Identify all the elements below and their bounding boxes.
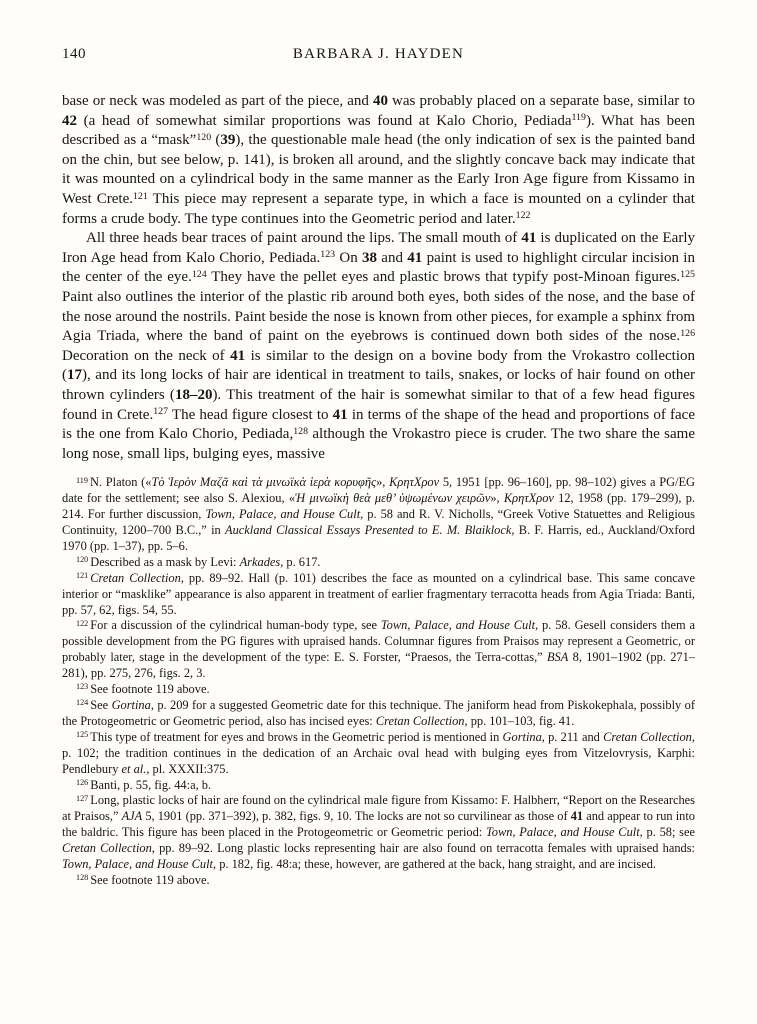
footnote-number: 124	[76, 698, 89, 708]
footnote-124	[62, 698, 695, 730]
footnote-number: 128	[76, 873, 89, 883]
footnote-number: 121	[76, 571, 89, 581]
page-number: 140	[62, 46, 86, 62]
footnote-text: See Gortina, p. 209 for a suggested Geometric date for this technique. The janiform head from Piskokephala, possibly of the Protogeometric or Geometric period, also has incised eyes: Cretan Collection, pp. 101–103, fig. 41.	[62, 697, 695, 728]
footnote-128	[62, 873, 695, 889]
footnote-text: Banti, p. 55, fig. 44:a, b.	[90, 777, 212, 792]
footnote-number: 120	[76, 555, 89, 565]
footnote-127	[62, 793, 695, 873]
footnote-120	[62, 555, 695, 571]
footnote-text: N. Platon («Τὸ Ἱερὸν Μαζᾶ καὶ τὰ μινωϊκὰ ἱερὰ κορυφῆς», ΚρητΧρον 5, 1951 [pp. 96–160], pp. 98–102) gives a PG/EG date for the settlement; see also S. Alexiou, «Ἡ μινωϊκὴ θεὰ μεθ’ ὑψωμένων χειρῶν», ΚρητΧρον 12, 1958 (pp. 179–299), p. 214. For further discussion, Town, Palace, and House Cult, p. 58 and R. V. Nicholls, “Greek Votive Statuettes and Religious Continuity, 1200–700 B.C.,” in Auckland Classical Essays Presented to E. M. Blaiklock, B. F. Harris, ed., Auckland/Oxford 1970 (pp. 1–37), pp. 5–6.	[62, 475, 696, 553]
footnote-number: 126	[76, 777, 89, 787]
body-paragraph-2: All three heads bear traces of paint around the lips. The small mouth of 41 is duplicated on the Early Iron Age head from Kalo Chorio, Pediada.$^{123}$ On 38 and 41 paint is used to highlight circular incision in the center of the eye.$^{124}$ They have the pellet eyes and plastic brows that typify post-Minoan figures.$^{125}$ Paint also outlines the interior of the plastic rib around both eyes, both sides of the nose, and the base of the nose around the nostrils. Paint beside the nose is known from other pieces, for example a sphinx from Agia Triada, where the band of paint on the eyebrows is continued down both sides of the nose.$^{126}$ Decoration on the neck of 41 is similar to the design on a bovine body from the Vrokastro collection (17), and its long locks of hair are identical in treatment to tails, snakes, or locks of hair found on other thrown cylinders (18–20). This treatment of the hair is somewhat similar to that of a few head figures found in Crete.$^{127}$ The head figure closest to 41 in terms of the shape of the head and proportions of face is the one from Kalo Chorio, Pediada,$^{128}$ although the Vrokastro piece is cruder. The two share the same long nose, small lips, bulging eyes, massive	[62, 230, 695, 462]
footnote-119	[62, 475, 695, 555]
footnote-number: 119	[76, 475, 88, 485]
footnote-126	[62, 778, 695, 794]
body-paragraph-1: base or neck was modeled as part of the piece, and 40 was probably placed on a separate base, similar to 42 (a head of somewhat similar proportions was found at Kalo Chorio, Pediada$^{119}$). What has been described as a “mask”$^{120}$ (39), the questionable male head (the only indication of sex is the painted band on the chin, but see below, p. 141), is broken all around, and the slightly concave back may indicate that it was mounted on a cylindrical body in the same manner as the Early Iron Age figure from Kissamo in West Crete.$^{121}$ This piece may represent a separate type, in which a face is mounted on a cylinder that forms a crude body. The type continues into the Geometric period and later.$^{122}$	[62, 93, 696, 227]
footnote-text: Long, plastic locks of hair are found on the cylindrical male figure from Kissamo: F. Halbherr, “Report on the Researches at Praisos,” AJA 5, 1901 (pp. 371–392), p. 382, figs. 9, 10. The locks are not so curvilinear as those of 41 and appear to run into the baldric. This figure has been placed in the Protogeometric or Geometric period: Town, Palace, and House Cult, p. 58; see Cretan Collection, pp. 89–92. Long plastic locks representing hair are also found on terracotta females with upraised hands: Town, Palace, and House Cult, p. 182, fig. 48:a; these, however, are gathered at the back, hang straight, and are incised.	[62, 793, 695, 872]
footnote-123	[62, 682, 695, 698]
footnote-121	[62, 571, 695, 619]
running-head: BARBARA J. HAYDEN	[292, 46, 465, 62]
footnote-text: Described as a mask by Levi: Arkades, p. 617.	[90, 554, 321, 569]
footnote-number: 122	[76, 618, 89, 628]
footnote-number: 125	[76, 730, 89, 740]
footnote-text: This type of treatment for eyes and brows in the Geometric period is mentioned in Gortina, p. 211 and Cretan Collection, p. 102; the tradition continues in the dedication of an Archaic oval head with bulging eyes from Vitzelovrysis, Karphi: Pendlebury et al., pl. XXXII:375.	[62, 729, 695, 776]
footnote-125	[62, 730, 695, 778]
article-body	[62, 92, 695, 464]
footnotes-section	[62, 475, 695, 889]
footnote-number: 123	[76, 682, 89, 692]
footnote-text: For a discussion of the cylindrical human-body type, see Town, Palace, and House Cult, p. 58. Gesell considers them a possible development from the PG figures with upraised hands. Columnar figures from Praisos may represent a Geometric, or probably later, stage in the development of the type: E. S. Forster, “Praesos, the Terra-cottas,” BSA 8, 1901–1902 (pp. 271–281), pp. 275, 276, figs. 2, 3.	[62, 618, 695, 681]
footnote-number: 127	[76, 793, 89, 803]
footnote-122	[62, 618, 695, 682]
footnote-text: Cretan Collection, pp. 89–92. Hall (p. 101) describes the face as mounted on a cylindrical base. This same concave interior or “masklike” appearance is also apparent in treatment of earlier fragmentary terracotta heads from Agia Triada: Banti, pp. 57, 62, figs. 54, 55.	[62, 570, 695, 617]
footnote-text: See footnote 119 above.	[90, 872, 210, 887]
footnote-text: See footnote 119 above.	[90, 682, 210, 697]
page-header	[62, 46, 695, 64]
